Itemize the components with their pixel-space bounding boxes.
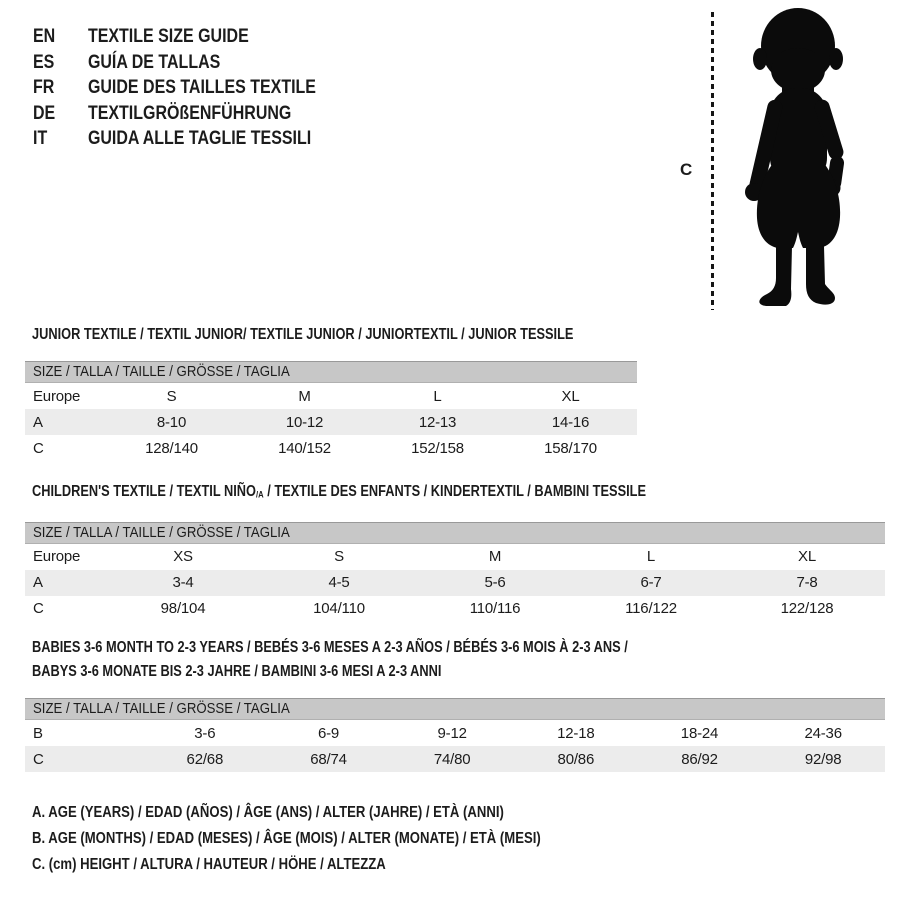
size-cell: M	[488, 548, 502, 566]
size-header-bar	[25, 698, 885, 720]
height-measure-dotted-line	[711, 12, 714, 310]
size-cell: 104/110	[313, 600, 365, 618]
language-row	[33, 101, 316, 127]
size-cell: 116/122	[625, 600, 677, 618]
table-row-europe	[25, 383, 637, 409]
row-label: Europe	[33, 387, 81, 405]
size-cell: 98/104	[160, 600, 206, 618]
size-cell: 12-18	[557, 724, 595, 742]
language-row	[33, 75, 316, 101]
language-code: FR	[33, 76, 55, 98]
language-label: GUÍA DE TALLAS	[87, 50, 221, 73]
size-cell: 128/140	[145, 439, 198, 457]
row-label: A	[33, 574, 43, 592]
size-cell: 68/74	[310, 750, 347, 768]
size-cell: 152/158	[411, 439, 464, 457]
size-cell: 110/116	[469, 600, 521, 618]
row-label: Europe	[33, 548, 81, 566]
size-header-label: SIZE / TALLA / TAILLE / GRÖSSE / TAGLIA	[33, 523, 290, 541]
size-cell: 80/86	[557, 750, 595, 768]
size-cell: L	[433, 387, 442, 405]
size-table-section-children	[25, 480, 885, 622]
size-cell: 12-13	[418, 413, 457, 431]
size-cell: S	[166, 387, 177, 405]
size-cell: 7-8	[796, 574, 818, 592]
footnote: C. (cm) HEIGHT / ALTURA / HAUTEUR / HÖHE / ALTEZZA	[32, 856, 386, 873]
table-title-line	[32, 323, 574, 347]
language-row	[33, 126, 316, 152]
language-code: ES	[33, 50, 55, 73]
row-label: C	[33, 750, 44, 768]
row-label: C	[33, 439, 44, 457]
table-row-c	[25, 596, 885, 622]
size-table-section-babies	[25, 636, 885, 772]
size-cell: L	[646, 548, 656, 566]
size-cell: 62/68	[186, 750, 224, 768]
table-title-text: BABYS 3-6 MONATE BIS 2-3 JAHRE / BAMBINI 3-6 MESI A 2-3 ANNI	[32, 663, 442, 680]
size-cell: XS	[173, 548, 193, 566]
table-row-a	[25, 409, 637, 435]
size-cell: 6-9	[317, 724, 340, 742]
size-cell: 86/92	[681, 750, 718, 768]
table-title-text: JUNIOR TEXTILE / TEXTIL JUNIOR/ TEXTILE JUNIOR / JUNIORTEXTIL / JUNIOR TESSILE	[32, 326, 574, 343]
language-label: TEXTILE SIZE GUIDE	[87, 25, 249, 47]
language-label: GUIDE DES TAILLES TEXTILE	[87, 76, 316, 98]
footnote: A. AGE (YEARS) / EDAD (AÑOS) / ÂGE (ANS) / ALTER (JAHRE) / ETÀ (ANNI)	[32, 804, 504, 821]
table-title	[32, 636, 885, 684]
table-row-b	[25, 720, 885, 746]
row-label: A	[33, 413, 43, 431]
size-cell: 4-5	[328, 574, 350, 592]
size-cell: 14-16	[551, 413, 590, 431]
height-measure-label: C	[680, 160, 693, 179]
size-cell: 10-12	[285, 413, 324, 431]
table-title-line	[32, 480, 714, 508]
language-label: TEXTILGRÖßENFÜHRUNG	[87, 101, 292, 124]
size-cell: 18-24	[680, 724, 719, 742]
size-header-label: SIZE / TALLA / TAILLE / GRÖSSE / TAGLIA	[33, 700, 290, 717]
size-cell: S	[334, 548, 344, 566]
footnotes-block	[32, 800, 652, 878]
language-code: IT	[33, 127, 48, 149]
table-title	[32, 480, 885, 508]
size-cell: 122/128	[780, 600, 834, 618]
language-code: DE	[33, 101, 56, 124]
table-title-text: / TEXTILE DES ENFANTS / KINDERTEXTIL / BAMBINI TESSILE	[263, 483, 647, 500]
size-cell: 24-36	[804, 724, 842, 742]
language-row	[33, 50, 316, 76]
size-cell: 158/170	[544, 439, 597, 457]
row-label: B	[33, 724, 43, 742]
table-title-text: BABIES 3-6 MONTH TO 2-3 YEARS / BEBÉS 3-6 MESES A 2-3 AÑOS / BÉBÉS 3-6 MOIS À 2-3 ANS /	[32, 639, 628, 656]
size-header-bar	[25, 522, 885, 544]
size-cell: XL	[561, 387, 580, 405]
size-cell: 3-4	[172, 574, 194, 592]
footnote: B. AGE (MONTHS) / EDAD (MESES) / ÂGE (MOIS) / ALTER (MONATE) / ETÀ (MESI)	[32, 830, 541, 847]
row-label: C	[33, 600, 44, 618]
language-title-list	[33, 24, 378, 152]
language-code: EN	[33, 25, 56, 47]
size-cell: 74/80	[433, 750, 471, 768]
table-title-text: /A	[255, 489, 264, 501]
table-row-c	[25, 746, 885, 772]
table-title-text: CHILDREN'S TEXTILE / TEXTIL NIÑO	[32, 483, 256, 500]
size-cell: 6-7	[640, 574, 662, 592]
table-title	[32, 323, 637, 347]
size-cell: 5-6	[484, 574, 506, 592]
size-cell: 8-10	[156, 413, 187, 431]
table-row-c	[25, 435, 637, 461]
size-cell: M	[298, 387, 311, 405]
table-title-line	[32, 660, 714, 684]
size-cell: 3-6	[194, 724, 216, 742]
table-title-line	[32, 636, 714, 660]
table-row-a	[25, 570, 885, 596]
size-cell: 92/98	[804, 750, 842, 768]
language-label: GUIDA ALLE TAGLIE TESSILI	[87, 127, 312, 149]
size-cell: 9-12	[437, 724, 467, 742]
size-cell: 140/152	[278, 439, 331, 457]
size-cell: XL	[798, 548, 816, 566]
table-row-europe	[25, 544, 885, 570]
size-header-label: SIZE / TALLA / TAILLE / GRÖSSE / TAGLIA	[33, 363, 290, 380]
toddler-silhouette-icon	[718, 6, 876, 310]
language-row	[33, 24, 316, 50]
size-table-section-junior	[25, 323, 637, 461]
size-header-bar	[25, 361, 637, 383]
